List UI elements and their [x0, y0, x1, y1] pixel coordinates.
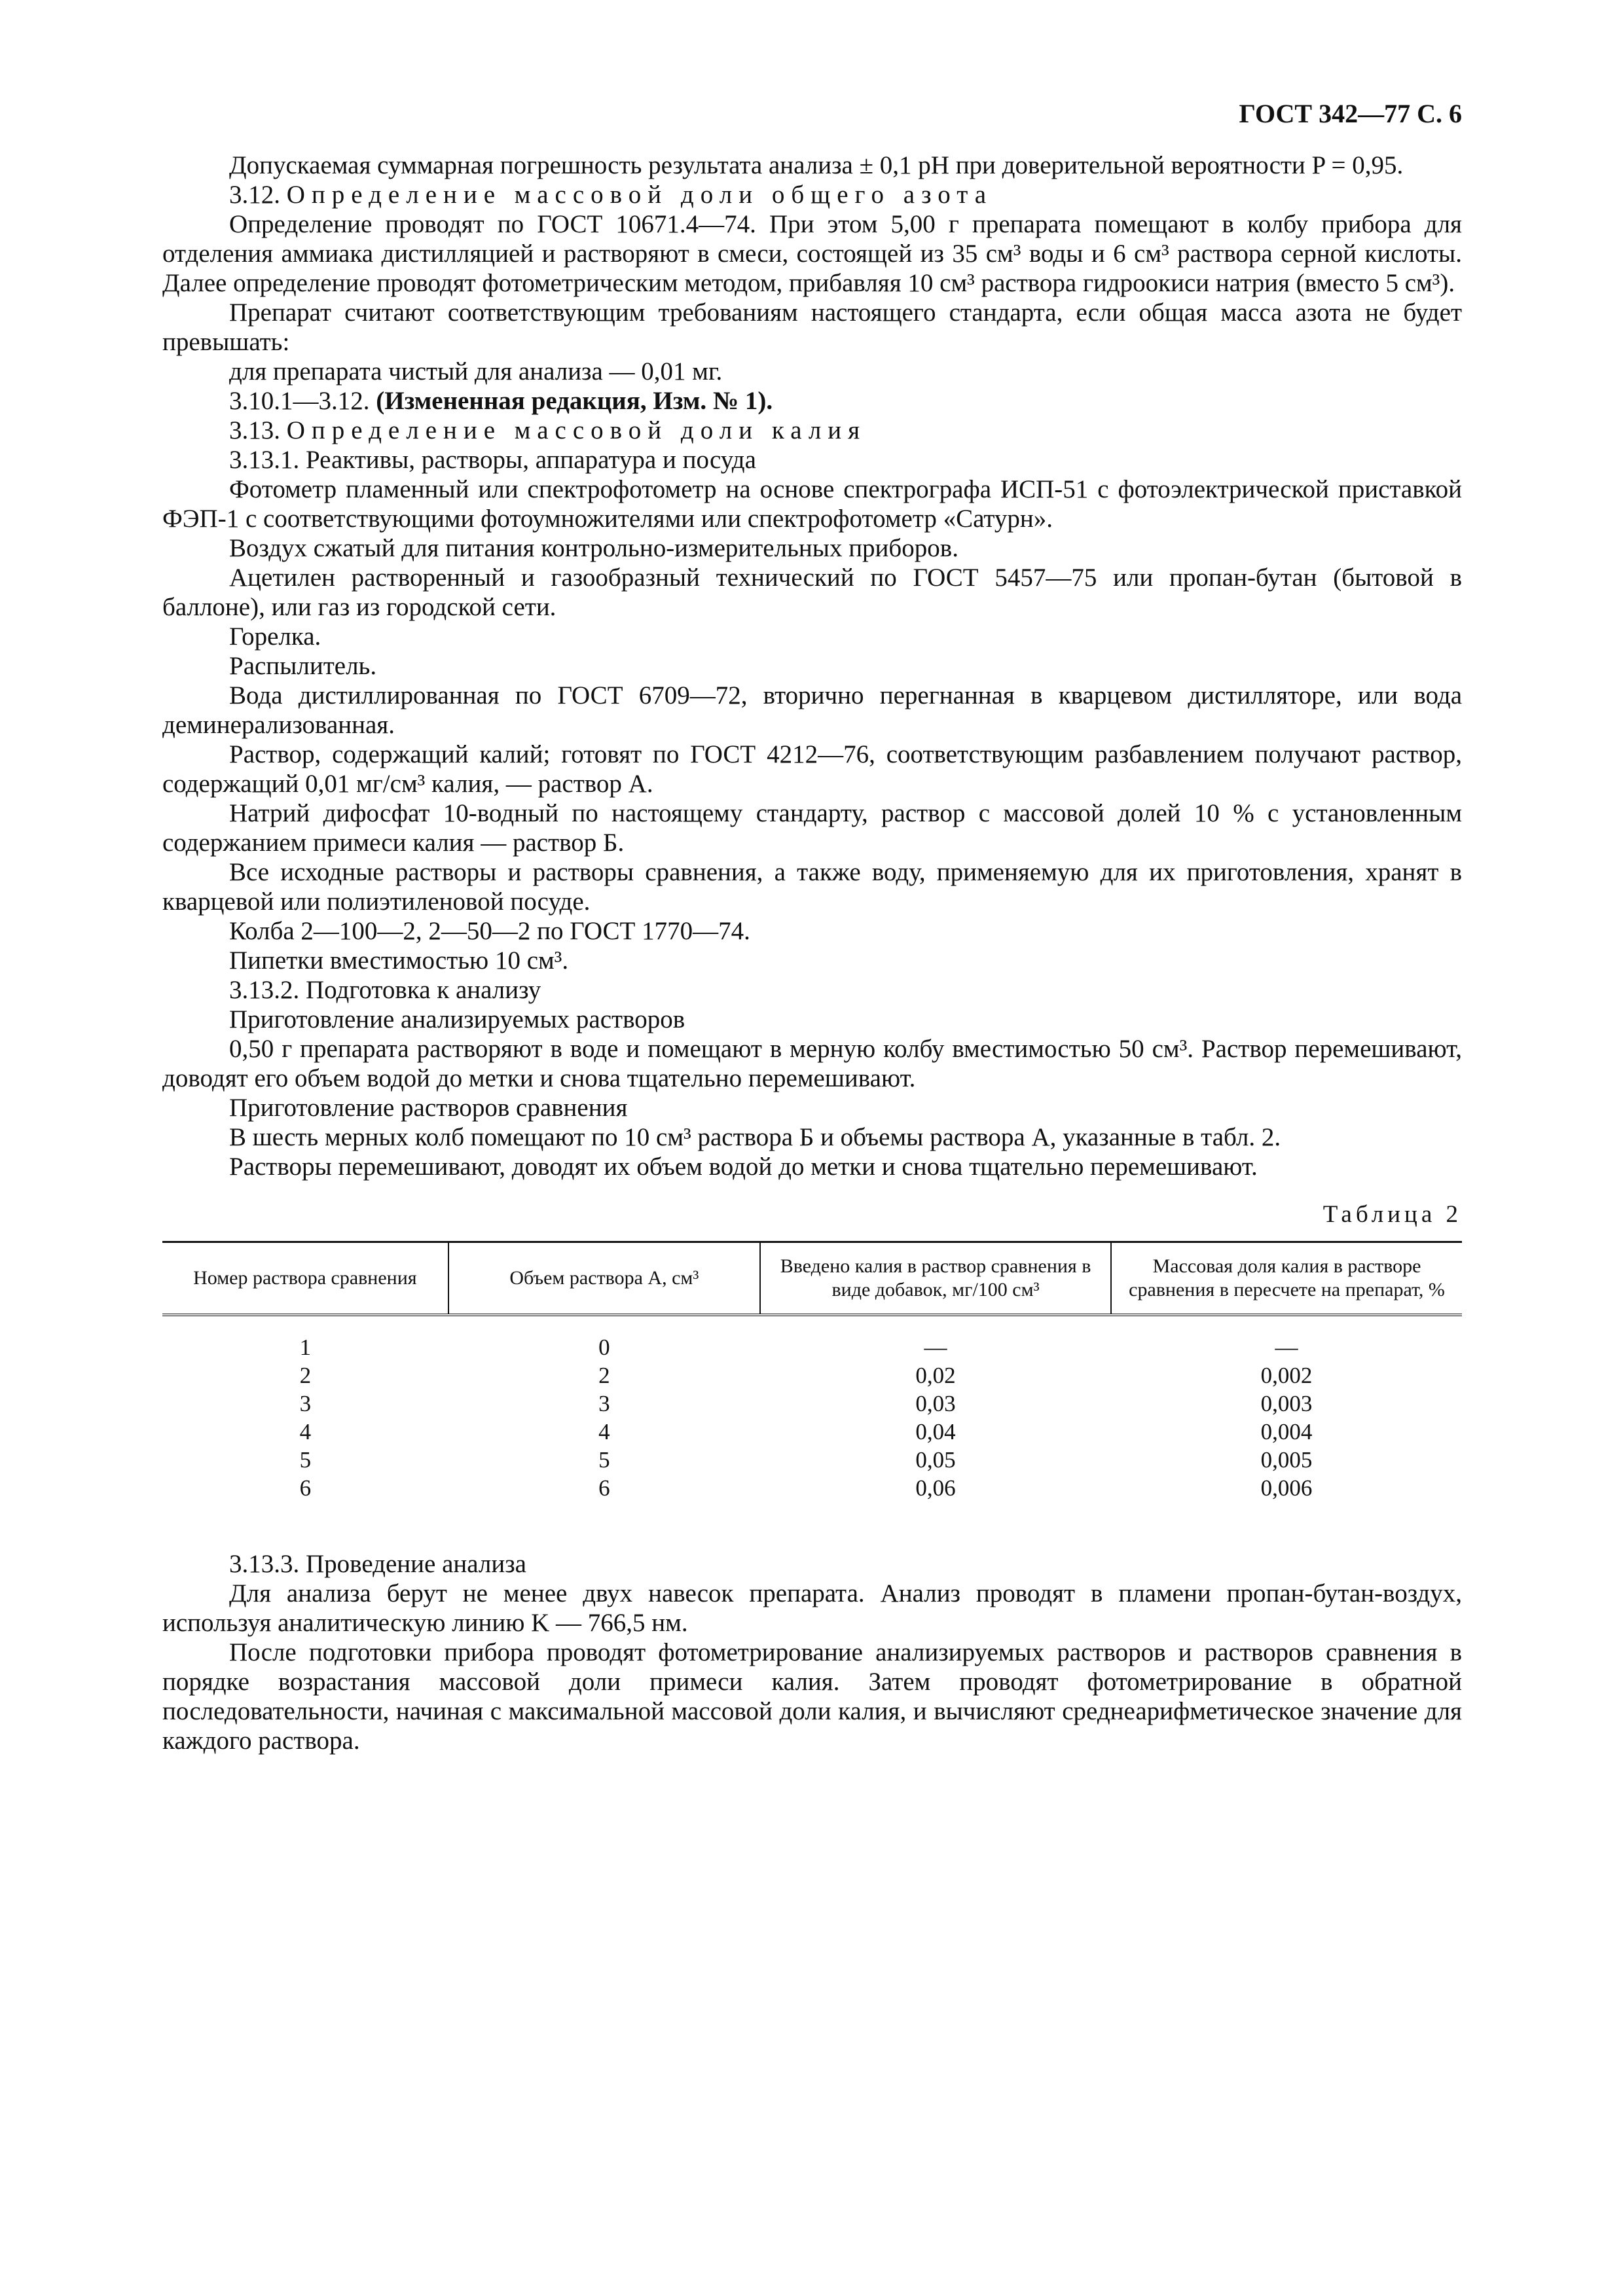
paragraph: Распылитель. — [229, 652, 377, 680]
spacer — [162, 1518, 1462, 1549]
table-cell: 2 — [598, 1363, 610, 1388]
paragraph: Растворы перемешивают, доводят их объем водой до метки и снова тщательно перемешивают. — [229, 1153, 1258, 1181]
paragraph: Горелка. — [229, 622, 321, 651]
table-header-row — [162, 1242, 1462, 1316]
table-cell: 0,04 — [915, 1419, 956, 1444]
table-cell: — — [924, 1335, 947, 1360]
table-row — [162, 1390, 1462, 1418]
table-cell: — — [1275, 1335, 1298, 1360]
amendment-text: (Измененная редакция, Изм. № 1). — [376, 387, 773, 415]
table-row — [162, 1315, 1462, 1361]
paragraph: Раствор, содержащий калий; готовят по ГОСТ 4212—76, соответствующим разбавлением получают раствор, содержащий 0,01 мг/см³ калия, — раствор А. — [162, 740, 1462, 798]
table-cell: 6 — [598, 1475, 610, 1501]
table-cell: 2 — [299, 1363, 312, 1388]
table-cell: 0,02 — [915, 1363, 956, 1388]
table-row — [162, 1474, 1462, 1518]
paragraph: Пипетки вместимостью 10 см³. — [229, 946, 569, 975]
section-heading-3-13 — [162, 416, 1462, 445]
section-heading-3-12 — [162, 180, 1462, 209]
amendment-note — [162, 386, 1462, 416]
document-body — [162, 151, 1462, 1755]
table-cell: 1 — [299, 1335, 312, 1360]
table-cell: 6 — [299, 1475, 312, 1501]
column-header: Номер раствора сравнения — [162, 1242, 448, 1316]
subsection-heading: 3.13.1. Реактивы, растворы, аппаратура и посуда — [229, 446, 756, 474]
paragraph: Допускаемая суммарная погрешность результата анализа ± 0,1 pH при доверительной вероятности P = 0,95. — [229, 151, 1404, 179]
document-page — [162, 98, 1462, 2258]
subsection-heading: 3.13.2. Подготовка к анализу — [229, 976, 541, 1004]
paragraph: Вода дистиллированная по ГОСТ 6709—72, вторично перегнанная в кварцевом дистилляторе, или вода деминерализованная. — [162, 681, 1462, 739]
table-cell: 0,03 — [915, 1391, 956, 1416]
paragraph: для препарата чистый для анализа — 0,01 мг. — [229, 357, 723, 386]
table-cell: 5 — [598, 1447, 610, 1473]
table-cell: 4 — [299, 1419, 312, 1444]
paragraph: В шесть мерных колб помещают по 10 см³ раствора Б и объемы раствора А, указанные в табл. 2. — [229, 1123, 1281, 1151]
paragraph: Приготовление анализируемых растворов — [229, 1005, 685, 1033]
section-title: Определение массовой доли общего азота — [286, 181, 993, 209]
paragraph: 0,50 г препарата растворяют в воде и помещают в мерную колбу вместимостью 50 см³. Раствор перемешивают, доводят его объем водой до метки и снова тщательно перемешивают. — [162, 1035, 1462, 1092]
table-cell: 5 — [299, 1447, 312, 1473]
table-caption: Таблица 2 — [1322, 1201, 1462, 1228]
column-header: Объем раствора А, см³ — [448, 1242, 760, 1316]
table-cell: 0,06 — [915, 1475, 956, 1501]
section-number: 3.13. — [229, 416, 287, 444]
table-cell: 3 — [299, 1391, 312, 1416]
table-cell: 0,006 — [1260, 1475, 1313, 1501]
column-header: Массовая доля калия в растворе сравнения в пересчете на препарат, % — [1111, 1242, 1462, 1316]
table-row — [162, 1446, 1462, 1474]
table-cell: 4 — [598, 1419, 610, 1444]
paragraph: Определение проводят по ГОСТ 10671.4—74. При этом 5,00 г препарата помещают в колбу прибора для отделения аммиака дистилляцией и растворяют в смеси, состоящей из 35 см³ воды и 6 см³ раствора серной кислоты. Далее определение проводят фотометрическим методом, прибавляя 10 см³ раствора гидроокиси натрия (вместо 5 см³). — [162, 210, 1462, 297]
table-row — [162, 1418, 1462, 1446]
data-table — [162, 1241, 1462, 1518]
paragraph: Натрий дифосфат 10-водный по настоящему стандарту, раствор с массовой долей 10 % с установленным содержанием примеси калия — раствор Б. — [162, 799, 1462, 857]
table-row — [162, 1361, 1462, 1390]
table-cell: 0,002 — [1260, 1363, 1313, 1388]
paragraph: Все исходные растворы и растворы сравнения, а также воду, применяемую для их приготовления, хранят в кварцевой или полиэтиленовой посуде. — [162, 858, 1462, 916]
table-cell: 3 — [598, 1391, 610, 1416]
table-cell: 0,05 — [915, 1447, 956, 1473]
paragraph: Воздух сжатый для питания контрольно-измерительных приборов. — [229, 534, 958, 562]
paragraph: Колба 2—100—2, 2—50—2 по ГОСТ 1770—74. — [229, 917, 750, 945]
paragraph: Ацетилен растворенный и газообразный технический по ГОСТ 5457—75 или пропан-бутан (бытовой в баллоне), или газ из городской сети. — [162, 564, 1462, 621]
paragraph: Препарат считают соответствующим требованиям настоящего стандарта, если общая масса азота не будет превышать: — [162, 298, 1462, 356]
paragraph: Фотометр пламенный или спектрофотометр на основе спектрографа ИСП-51 с фотоэлектрической приставкой ФЭП-1 с соответствующими фотоумножителями или спектрофотометр «Сатурн». — [162, 475, 1462, 533]
column-header: Введено калия в раствор сравнения в виде добавок, мг/100 см³ — [760, 1242, 1111, 1316]
page-header: ГОСТ 342—77 С. 6 — [1239, 99, 1462, 128]
section-title: Определение массовой доли калия — [286, 416, 867, 444]
section-number: 3.12. — [229, 181, 287, 209]
subsection-heading: 3.13.3. Проведение анализа — [229, 1550, 526, 1578]
amendment-range: 3.10.1—3.12. — [229, 387, 376, 415]
paragraph: После подготовки прибора проводят фотометрирование анализируемых растворов и растворов сравнения в порядке возрастания массовой доли примеси калия. Затем проводят фотометрирование в обратной последовательности, начиная с максимальной массовой доли калия, и вычисляют среднеарифметическое значение для каждого раствора. — [162, 1638, 1462, 1755]
table-cell: 0,004 — [1260, 1419, 1313, 1444]
paragraph: Для анализа берут не менее двух навесок препарата. Анализ проводят в пламени пропан-бутан-воздух, используя аналитическую линию K — 766,5 нм. — [162, 1579, 1462, 1637]
table-cell: 0,003 — [1260, 1391, 1313, 1416]
paragraph: Приготовление растворов сравнения — [229, 1094, 628, 1122]
table-cell: 0,005 — [1260, 1447, 1313, 1473]
table-cell: 0 — [598, 1335, 610, 1360]
